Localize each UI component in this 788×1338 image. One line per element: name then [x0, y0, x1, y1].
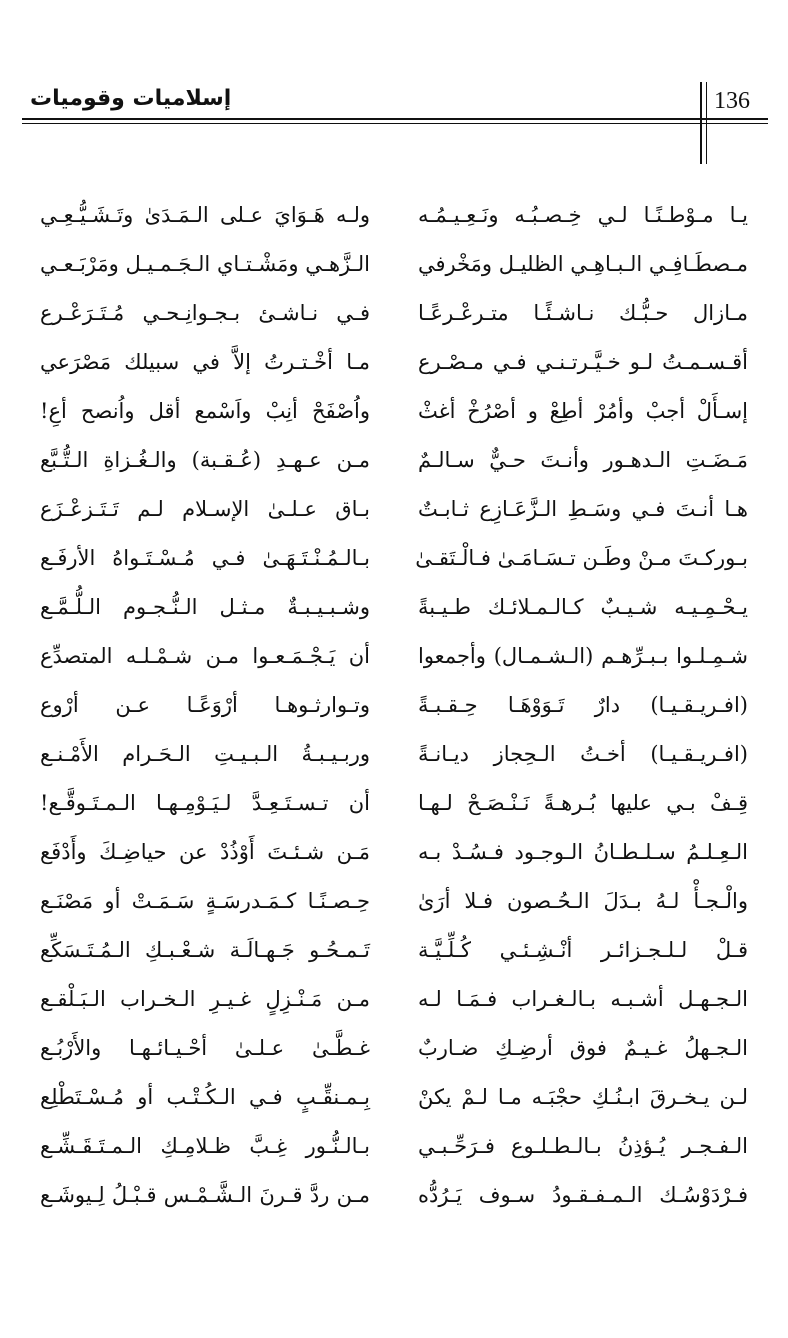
verse-row: [40, 435, 748, 484]
verse-first-hemistich: الـفـجـر يُـؤذِنُ بـالـطـلـوع فـرَحِّـبـي: [418, 1133, 748, 1158]
verse-second-hemistich: الـزَّهـي ومَشْـتـاي الـجَـمـيـل ومَرْبَـعـي: [40, 251, 370, 276]
verse-second-hemistich: مَـن شـئـتَ أَوْذُدْ عن حياضِـكَ وأَدْفَع: [40, 839, 370, 864]
page-number: 136: [714, 88, 750, 114]
verse-row: [40, 1072, 748, 1121]
verse-row: [40, 778, 748, 827]
verse-row: [40, 925, 748, 974]
verse-row: [40, 239, 748, 288]
verse-second-hemistich: حِـصـنًـا كـمَـدرسَـةٍ سَـمَـتْ أو مَصْنَـع: [40, 888, 370, 913]
verse-first-hemistich: أقـسـمـتُ لـو خـيَّـرتـنـي فـي مـصْـرع: [418, 349, 748, 374]
verse-second-hemistich: مـا أخْـتـرتُ إلاَّ في سبيلك مَصْرَعي: [40, 349, 370, 374]
verse-row: [40, 974, 748, 1023]
verse-second-hemistich: وربـيـبـةُ الـبـيـتِ الـحَـرام الأَمْـنـع: [40, 741, 370, 766]
verse-row: [40, 386, 748, 435]
verse-second-hemistich: بـاق عـلـىٰ الإسـلام لـم تَـتَـزعْـزَع: [40, 496, 370, 521]
verse-first-hemistich: الـجـهلُ غـيـمٌ فوق أرضِـكِ ضـاربٌ: [418, 1035, 748, 1060]
verse-second-hemistich: أن تـسـتَـعِـدَّ لـيَـوْمِـهـا الـمـتَـوقَّـع!: [40, 790, 370, 815]
verse-first-hemistich: قِـفْ بـي عليها بُـرهـةً نَـنْـصَـحْ لـهـا: [418, 790, 748, 815]
verse-first-hemistich: (افـريـقـيـا) دارٌ تَـوَوْهَـا حِـقـبـةً: [418, 692, 748, 717]
verse-row: [40, 1121, 748, 1170]
verse-first-hemistich: والْـجـأْ لـهُ بـدَلَ الـحُـصون فـلا أرَىٰ: [418, 888, 748, 913]
verse-row: [40, 1170, 748, 1219]
verse-second-hemistich: أن يَـجْـمَـعـوا مـن شـمْـلـه المتصدِّع: [40, 643, 370, 668]
verse-first-hemistich: إسـأَلْ أجبْ وأمُرْ أطِعْ و أصْرُخْ أغثْ: [418, 398, 748, 423]
verse-row: [40, 680, 748, 729]
verse-second-hemistich: فـي نـاشـئ بـجـوانِـحـي مُـتَـرَعْـرع: [40, 300, 370, 325]
verse-first-hemistich: هـا أنـتَ فـي وسَـطِ الـزَّعَـازِع ثـابـتٌ: [418, 496, 748, 521]
verse-first-hemistich: الـعِـلـمُ سـلـطـانُ الـوجـود فـسُـدْ بـه: [418, 839, 748, 864]
verse-second-hemistich: تَـمـحُـو جَـهـالَـة شـعْـبـكِ الـمُـتَـسَكِّع: [40, 937, 370, 962]
verse-second-hemistich: بِـمـنقِّـبٍ فـي الـكُـتْـب أو مُـسْـتَطْلِع: [40, 1084, 370, 1109]
verse-first-hemistich: مَـضَـتِ الـدهـور وأنـتَ حـيٌّ سـالـمٌ: [418, 447, 748, 472]
verse-first-hemistich: شـمِـلـوا بـبـرِّهـم (الـشـمـال) وأجمعوا: [418, 643, 748, 668]
verse-row: [40, 876, 748, 925]
verse-first-hemistich: (افـريـقـيـا) أخـتُ الـحِجاز ديـانـةً: [418, 741, 748, 766]
verse-row: [40, 484, 748, 533]
verse-second-hemistich: بـالـنُّـور غِـبَّ ظـلامِـكِ الـمـتَـقَـشِّـع: [40, 1133, 370, 1158]
verse-second-hemistich: وتـوارثـوهـا أرْوَعًـا عـن أرْوع: [40, 692, 370, 717]
verse-row: [40, 827, 748, 876]
verse-row: [40, 337, 748, 386]
verse-first-hemistich: مـصطَـافِـي الـبـاهِـي الظليـل ومَخْرفي: [418, 251, 748, 276]
verse-second-hemistich: مـن مَـنْـزِلٍ غـيـرِ الـخـراب الـبَـلْقـع: [40, 986, 370, 1011]
verse-second-hemistich: بـالـمُـنْـتَـهَـىٰ فـي مُـسْـتَـواهُ الأرفَـع: [40, 545, 370, 570]
verse-row: [40, 1023, 748, 1072]
header-rule: [22, 118, 768, 120]
verse-first-hemistich: قـلْ لـلـجـزائـر أنْـشِـئـي كُـلِّـيَّـة: [418, 937, 748, 962]
verse-second-hemistich: ولـه هَـوَايَ عـلى الـمَـدَىٰ وتَـشَـيُّـعِـي: [40, 202, 370, 227]
verse-second-hemistich: وشـبـيـبـةٌ مـثـل الـنُّـجـوم الـلُّـمَّـع: [40, 594, 370, 619]
verse-first-hemistich: فـرْدَوْسُـك الـمـفـقـودُ سـوف يَـرُدُّه: [418, 1182, 748, 1207]
verse-second-hemistich: مـن عـهـدِ (عُـقـبة) والـغُـزاةِ الـتُّـبَّع: [40, 447, 370, 472]
verse-first-hemistich: مـازال حـبُّـك نـاشـئًـا متـرعْـرعًـا: [418, 300, 748, 325]
verse-second-hemistich: غـطَّـىٰ عـلـىٰ أحْـيـائـهـا والأَرْبُـع: [40, 1035, 370, 1060]
header-rule-thin: [22, 123, 768, 124]
verse-row: [40, 288, 748, 337]
verse-first-hemistich: لـن يـخـرقَ ابـنُـكِ حجْبَـه مـا لـمْ يكنْ: [418, 1084, 748, 1109]
verse-row: [40, 190, 748, 239]
verse-first-hemistich: بـوركـتَ مـنْ وطَـن تـسَـامَـىٰ فـالْـتَقـىٰ: [415, 545, 748, 570]
verse-second-hemistich: مـن ردَّ قـرنَ الـشَّـمْـس قـبْـلُ لِـيوشَـع: [40, 1182, 370, 1207]
verse-first-hemistich: الـجـهـل أشـبـه بـالـغـراب فـمَـا لـه: [418, 986, 748, 1011]
verse-first-hemistich: يـا مـوْطـنًـا لـي خِـصـبُـه ونَـعِـيـمُـه: [418, 202, 748, 227]
verse-row: [40, 631, 748, 680]
poem-body: [40, 190, 748, 1219]
verse-second-hemistich: واُصْفَحْ أنِبْ واَسْمع أقل واُنصح أعِ!: [40, 398, 370, 423]
verse-row: [40, 729, 748, 778]
running-title: إسلاميات وقوميات: [30, 86, 232, 111]
verse-row: [40, 582, 748, 631]
page-header: [22, 78, 768, 168]
verse-row: [40, 533, 748, 582]
verse-first-hemistich: يـحْـمِـيـه شـيـبٌ كـالـمـلائـك طـيـبةً: [418, 594, 748, 619]
